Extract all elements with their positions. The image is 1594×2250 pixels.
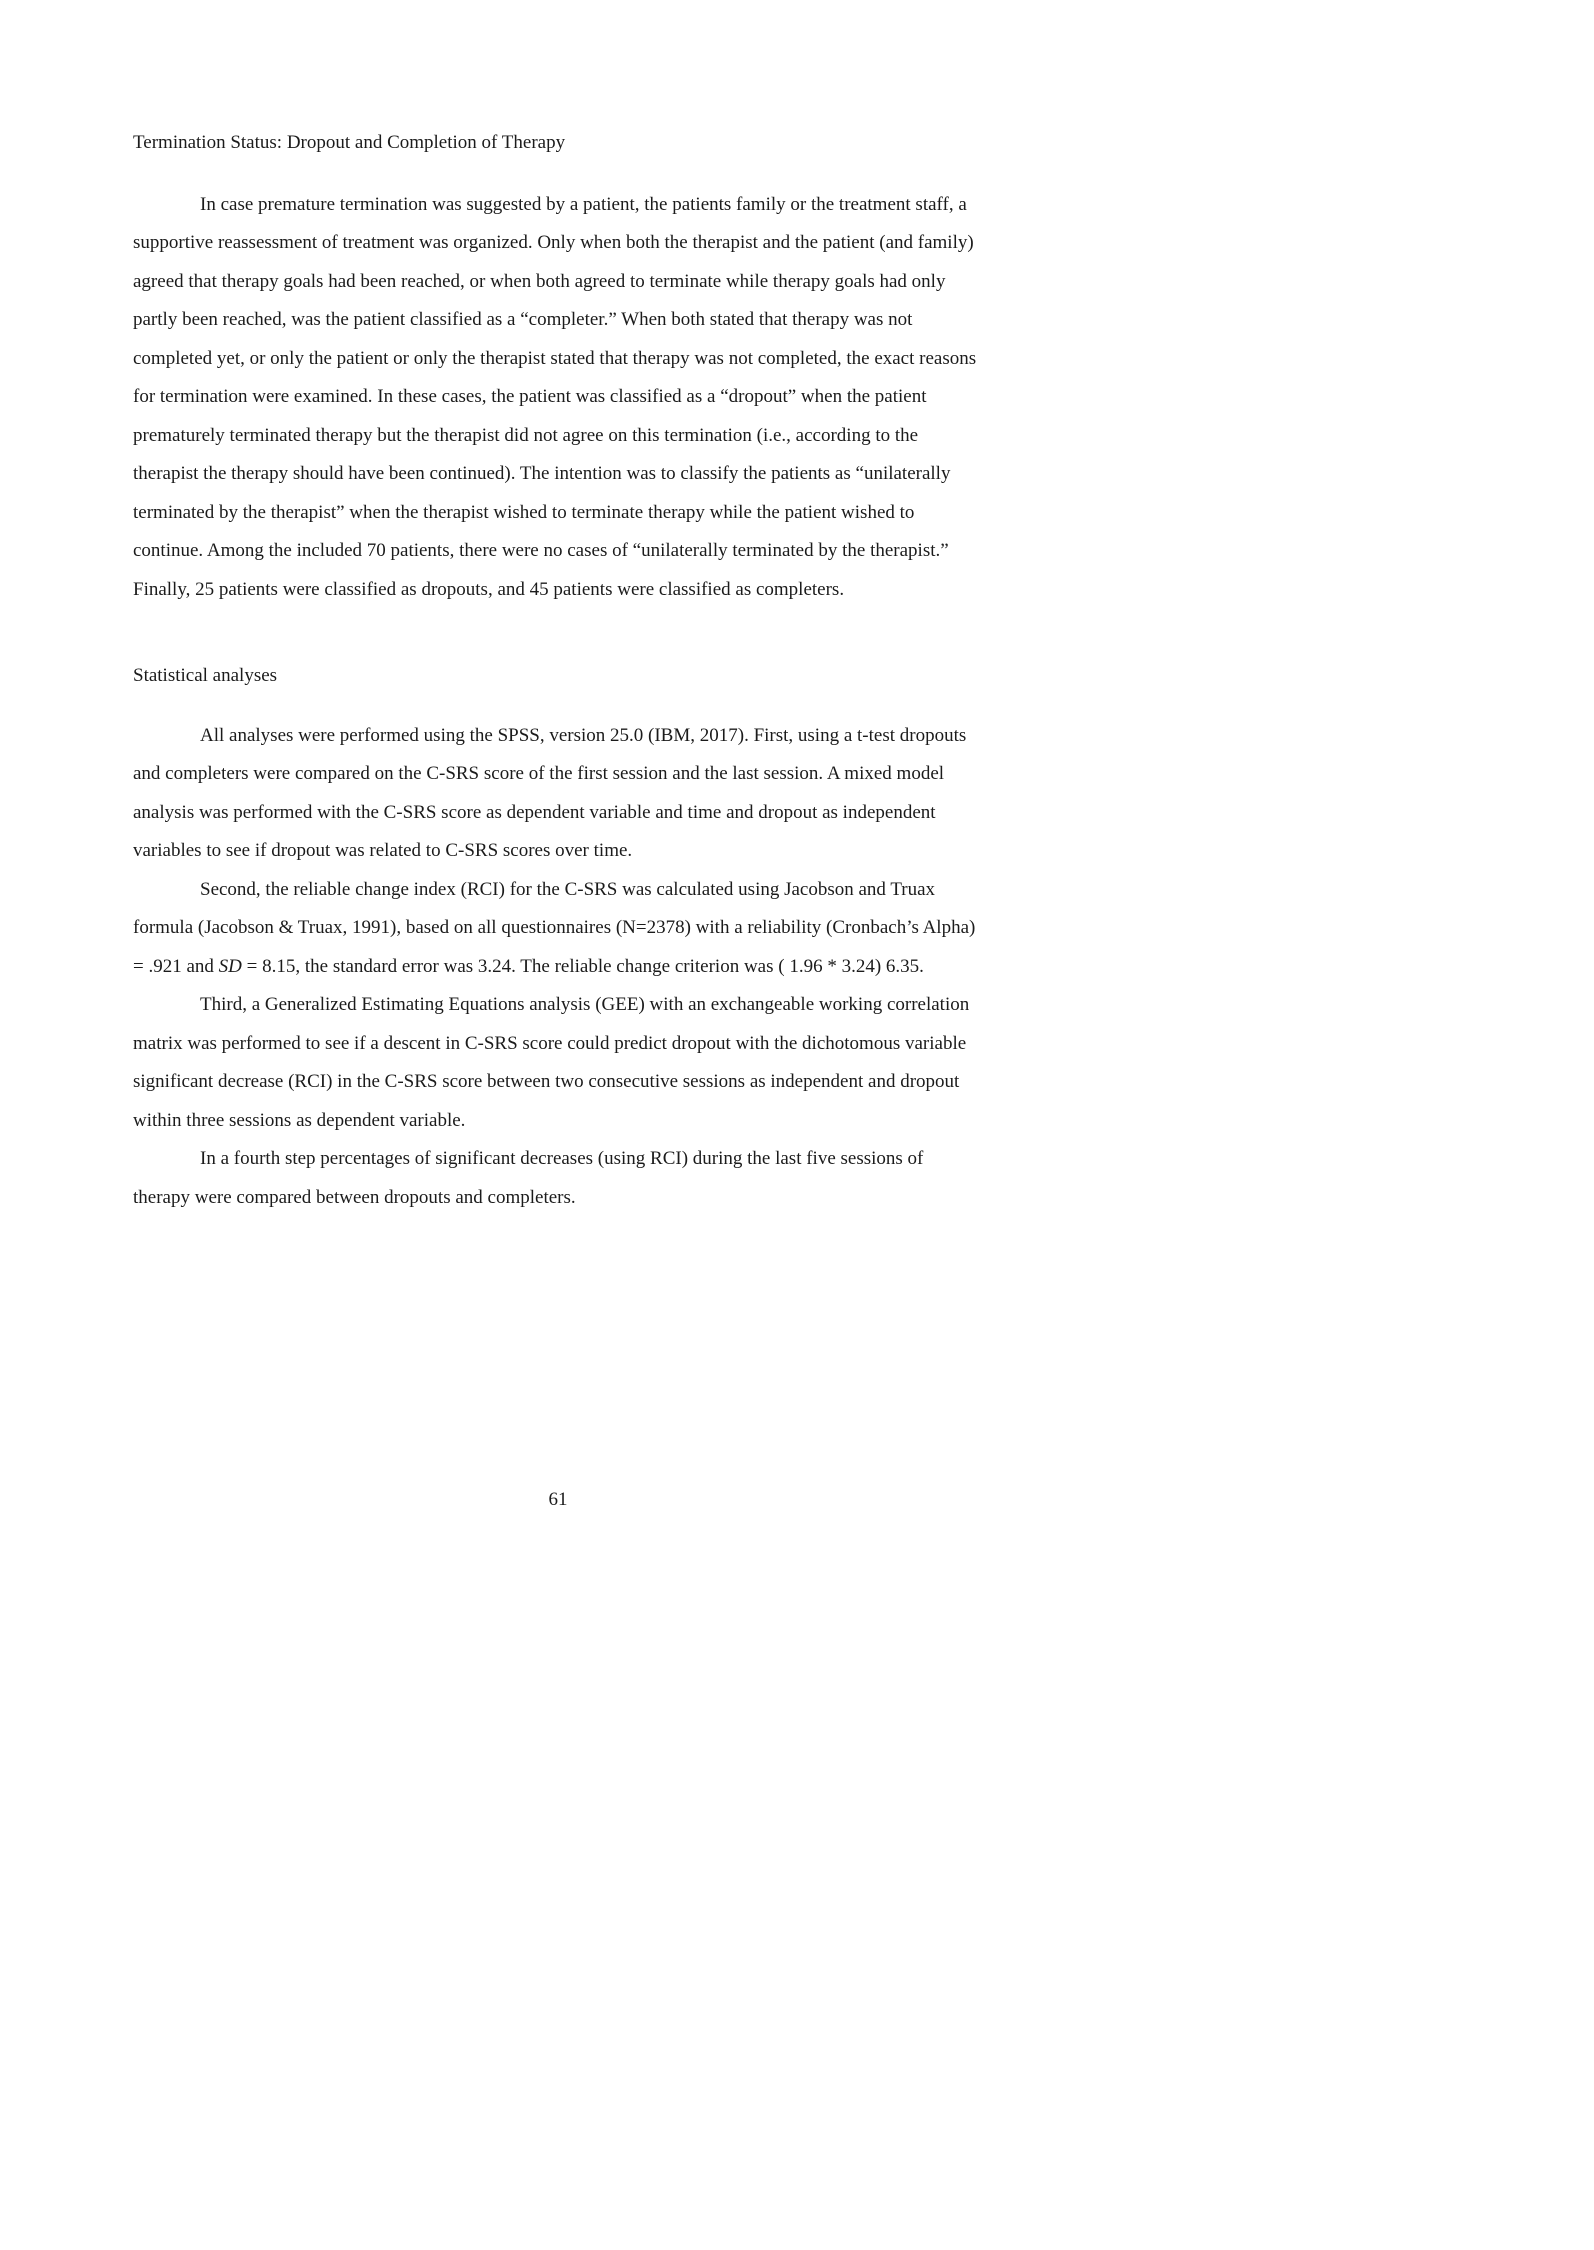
paragraph-analyses-second (133, 871, 983, 987)
page-number: 61 (548, 1489, 568, 1510)
paragraph-analyses-third: Third, a Generalized Estimating Equations analysis (GEE) with an exchangeable working correlation matrix was performed to see if a descent in C-SRS score could predict dropout with the dichotomous variable significant decrease (RCI) in the C-SRS score between two consecutive sessions as independent and dropout within three sessions as dependent variable. (133, 994, 970, 1131)
paragraph-analyses-first: All analyses were performed using the SPSS, version 25.0 (IBM, 2017). First, using a t-test dropouts and completers were compared on the C-SRS score of the first session and the last session. A mixed model analysis was performed with the C-SRS score as dependent variable and time and dropout as independent variables to see if dropout was related to C-SRS scores over time. (133, 724, 967, 861)
section-heading-termination-status: Termination Status: Dropout and Completion of Therapy (133, 132, 566, 153)
section-heading-statistical-analyses: Statistical analyses (133, 665, 278, 686)
page-content (133, 124, 983, 1217)
paragraph-termination-status: In case premature termination was suggested by a patient, the patients family or the treatment staff, a supportive reassessment of treatment was organized. Only when both the therapist and the patient (and family) agreed that therapy goals had been reached, or when both agreed to terminate while therapy goals had only partly been reached, was the patient classified as a “completer.” When both stated that therapy was not completed yet, or only the patient or only the therapist stated that therapy was not completed, the exact reasons for termination were examined. In these cases, the patient was classified as a “dropout” when the patient prematurely terminated therapy but the therapist did not agree on this termination (i.e., according to the therapist the therapy should have been continued). The intention was to classify the patients as “unilaterally terminated by the therapist” when the therapist wished to terminate therapy while the patient wished to continue. Among the included 70 patients, there were no cases of “unilaterally terminated by the therapist.” Finally, 25 patients were classified as dropouts, and 45 patients were classified as completers. (133, 193, 977, 600)
paragraph-analyses-second-part1: Second, the reliable change index (RCI) for the C-SRS was calculated using Jacobson and Truax formula (Jacobson & Truax, 1991), based on all questionnaires (N=2378) with a reliability (Cronbach’s Alpha) = .921 and (133, 878, 976, 977)
sd-abbreviation-italic: SD (218, 955, 242, 977)
paragraph-analyses-second-part2: = 8.15, the standard error was 3.24. The reliable change criterion was ( 1.96 * 3.24) 6.35. (241, 955, 924, 977)
paragraph-analyses-fourth: In a fourth step percentages of significant decreases (using RCI) during the last five sessions of therapy were compared between dropouts and completers. (133, 1148, 924, 1208)
